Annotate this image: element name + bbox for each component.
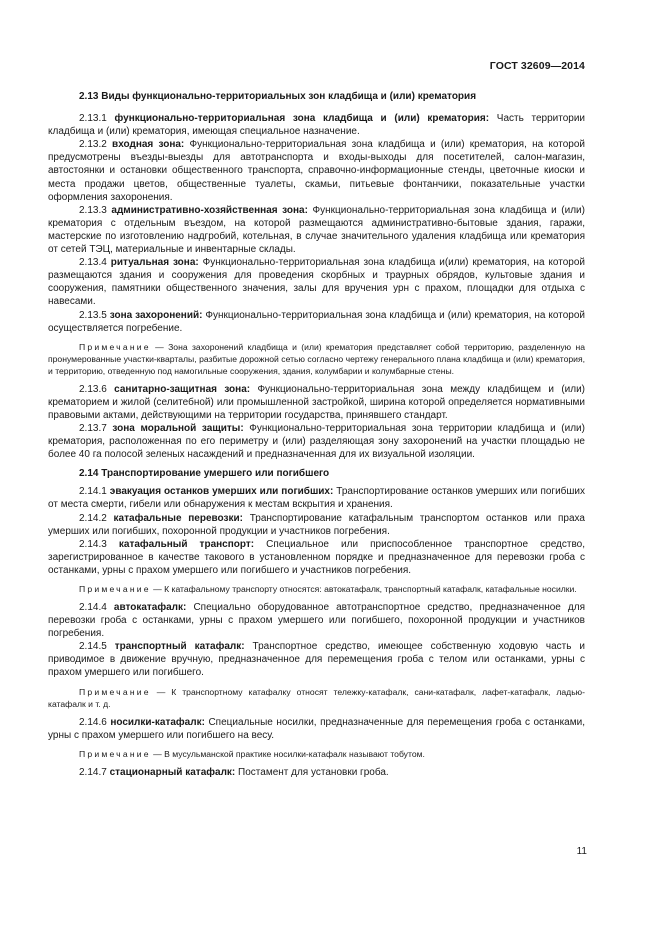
clause-number: 2.13.7 xyxy=(79,422,113,434)
clause-term: автокатафалк: xyxy=(113,602,187,613)
note-label: Примечание xyxy=(79,341,151,352)
clause-term: санитарно-защитная зона: xyxy=(114,383,251,395)
clause-2-14-7 xyxy=(48,766,585,779)
clause-2-14-5 xyxy=(48,640,585,679)
note-label: Примечание xyxy=(79,748,151,759)
clause-text: Транспортное средство, имеющее собственную ходовую часть и приводимое в движение вручную, предназначенное для перемещения гроба с телом или останками, урны с прахом умершего или погибшего. xyxy=(48,641,585,679)
note-text: — К катафальному транспорту относятся: автокатафалк, транспортный катафалк, катафальные носилки. xyxy=(150,584,577,594)
clause-term: эвакуация останков умерших или погибших: xyxy=(109,486,334,498)
note-label: Примечание xyxy=(79,686,151,697)
clause-text: Функционально-территориальная зона кладбища и (или) крематория, на которой осуществляется погребение. xyxy=(48,309,585,334)
standard-header: ГОСТ 32609—2014 xyxy=(489,60,585,72)
note-label: Примечание xyxy=(79,584,151,594)
clause-term: ритуальная зона: xyxy=(110,257,199,269)
clause-term: административно-хозяйственная зона: xyxy=(111,204,308,216)
note-text: — В мусульманской практике носилки-катафалк называют тобутом. xyxy=(150,748,425,759)
clause-2-13-6 xyxy=(48,383,585,422)
clause-number: 2.13.5 xyxy=(79,309,110,321)
clause-text: Функционально-территориальная зона кладбища и (или) крематория, на которой предусмотрены въезды-выезды для автотранспорта и входы-выходы для посетителей, салон-магазин, автостоянки и остановки общественного транспорта, справочно-информационные стенды, цветочные киоски и места продажи цветов, общественные туалеты, скамьи, питьевые фонтанчики, показательные участки оформления захоронения. xyxy=(48,139,585,203)
clause-text: Специальное или приспособленное транспортное средство, зарегистрированное в качестве такового в установленном порядке и предназначенное для перевозки гроба с останками, урны с прахом умершего или погибшего и участников погребения. xyxy=(48,538,585,576)
clause-text: Транспортирование останков умерших или погибших от места смерти, гибели или обнаружения к местам вскрытия и хранения. xyxy=(48,486,585,511)
clause-number: 2.14.4 xyxy=(79,602,114,613)
clause-2-14-1 xyxy=(48,485,585,511)
clause-text: Функционально-территориальная зона между кладбищем и (или) крематорием и жилой (селитебной) или промышленной застройкой, ширина которой определяется нормативными правовыми актами, действующими на территории государства, принявшего стандарт. xyxy=(48,383,585,421)
clause-2-13-1 xyxy=(48,112,585,138)
clause-text: Постамент для установки гроба. xyxy=(235,766,389,778)
clause-number: 2.13.1 xyxy=(79,113,115,125)
note-text: — Зона захоронений кладбища и (или) крематория представляет собой территорию, разделенную на пронумерованные участки-кварталы, разбитые дорожной сетью согласно чертежу генерального плана кладбища и (или) крематория, и территорию, отведенную под намогильные сооружения, здания, колумбарии и колумбарные стены. xyxy=(48,341,585,376)
document-body xyxy=(48,90,585,779)
section-2-14-title: 2.14 Транспортирование умершего или погибшего xyxy=(79,468,330,480)
clause-number: 2.14.3 xyxy=(79,538,119,550)
clause-text: Транспортирование катафальным транспортом останков или праха умерших или погибших, похоронной продукции и участников погребения. xyxy=(48,512,585,537)
clause-number: 2.13.3 xyxy=(79,204,112,216)
clause-2-14-3 xyxy=(48,538,585,577)
clause-number: 2.13.4 xyxy=(79,257,111,269)
clause-number: 2.14.1 xyxy=(79,486,110,498)
clause-2-13-3 xyxy=(48,204,585,256)
clause-2-13-4 xyxy=(48,256,585,308)
clause-term: зона моральной защиты: xyxy=(112,422,244,434)
clause-2-13-5 xyxy=(48,309,585,335)
clause-term: зона захоронений: xyxy=(109,309,203,321)
clause-2-13-7 xyxy=(48,422,585,461)
clause-number: 2.13.6 xyxy=(79,383,115,395)
clause-text: Часть территории кладбища и (или) крематория, имеющая специальное назначение. xyxy=(48,113,585,138)
clause-2-13-2 xyxy=(48,138,585,203)
clause-text: Функционально-территориальная зона кладбища и (или) крематория с отдельным въездом, на которой размещаются административно-бытовые здания, гаражи, мастерские по изготовлению надгробий, котельная, в случае значительного удаления кладбища или крематория от сетей ТЭЦ, материальные и инвентарные склады. xyxy=(48,204,585,256)
section-2-13-title: 2.13 Виды функционально-территориальных зон кладбища и (или) крематория xyxy=(79,91,477,102)
clause-term: катафальный транспорт: xyxy=(118,538,255,550)
clause-term: носилки-катафалк: xyxy=(110,716,205,728)
clause-number: 2.14.5 xyxy=(79,641,115,653)
clause-text: Функционально-территориальная зона кладбища и(или) крематория, на которой размещаются здания и сооружения для проведения скорбных и траурных обрядов, культовые здания и сооружения, памятники общественного значения, залы для вручения урн с прахом, площадки для отдыха с навесами. xyxy=(48,257,585,308)
clause-term: стационарный катафалк: xyxy=(109,766,236,778)
page-number: 11 xyxy=(576,846,587,857)
clause-term: катафальные перевозки: xyxy=(113,512,243,524)
clause-term: транспортный катафалк: xyxy=(114,641,245,653)
note-text: — К транспортному катафалку относят тележку-катафалк, сани-катафалк, лафет-катафалк, ладью-катафалк и т. д. xyxy=(48,686,585,709)
clause-2-14-2 xyxy=(48,512,585,538)
clause-number: 2.14.7 xyxy=(79,766,110,778)
note-hearse-transport xyxy=(48,583,585,595)
clause-term: функционально-территориальная зона кладбища и (или) крематория: xyxy=(114,113,490,125)
clause-2-14-6 xyxy=(48,716,585,742)
clause-term: входная зона: xyxy=(112,139,185,151)
note-tobut xyxy=(48,748,585,760)
note-zone-burials xyxy=(48,341,585,377)
clause-2-14-4 xyxy=(48,601,585,640)
clause-number: 2.13.2 xyxy=(79,139,113,151)
note-transport-hearse xyxy=(48,686,585,710)
clause-number: 2.14.6 xyxy=(79,716,111,728)
clause-text: Функционально-территориальная зона территории кладбища и (или) крематория, расположенная по его периметру и (или) разделяющая зону захоронений на участки площадью не более 40 га полосой зеленых насаждений и предназначенная для их визуальной изоляции. xyxy=(48,422,585,461)
clause-text: Специально оборудованное автотранспортное средство, предназначенное для перевозки гроба с останками, урны с прахом умершего или погибшего, похоронной продукции и участников погребения. xyxy=(48,602,585,640)
clause-text: Специальные носилки, предназначенные для перемещения гроба с останками, урны с прахом умершего или погибшего на весу. xyxy=(48,716,585,741)
clause-number: 2.14.2 xyxy=(79,512,114,524)
